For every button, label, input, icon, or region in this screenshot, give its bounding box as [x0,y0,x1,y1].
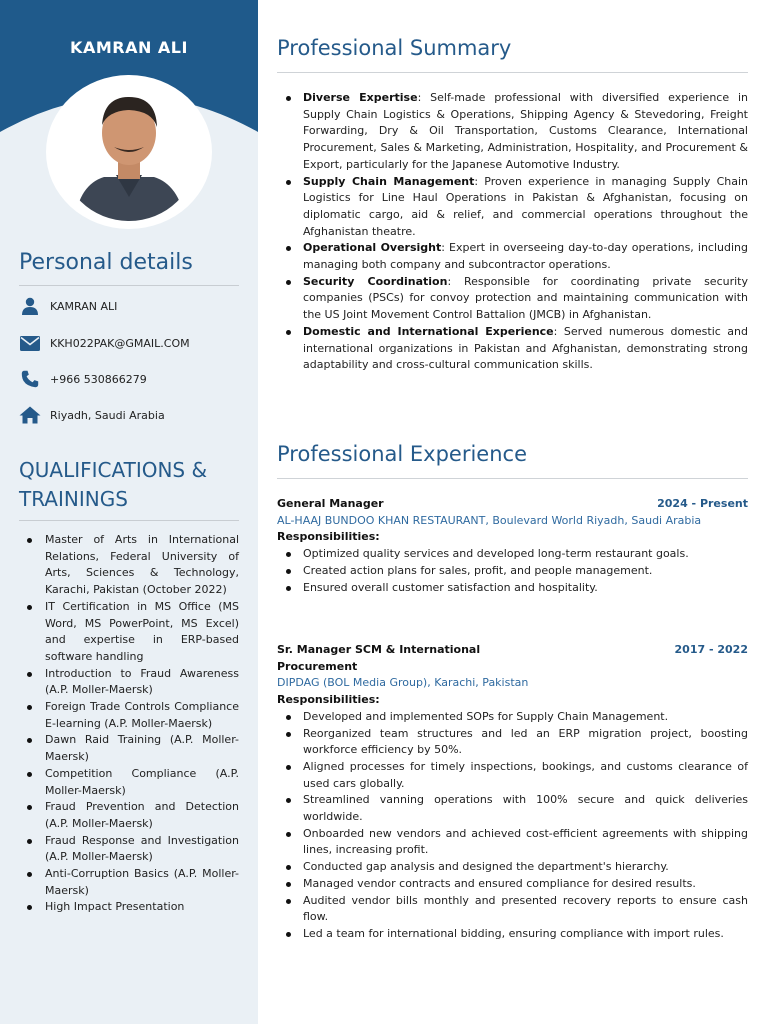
divider [277,72,748,73]
summary-heading: Professional Summary [277,36,512,60]
list-item: High Impact Presentation [25,899,239,916]
job-company: DIPDAG (BOL Media Group), Karachi, Pakistan [277,676,529,690]
responsibilities-list [283,546,748,596]
list-item: Streamlined vanning operations with 100% secure and quick deliveries worldwide. [283,792,748,825]
list-item: Led a team for international bidding, ensuring compliance with import rules. [283,926,748,943]
job-dates: 2017 - 2022 [674,643,748,656]
email-icon [19,333,41,353]
list-item: Onboarded new vendors and achieved cost-efficient agreements with shipping lines, increasing profit. [283,826,748,859]
personal-details-heading: Personal details [19,250,193,275]
list-item: IT Certification in MS Office (MS Word, MS PowerPoint, MS Excel) and expertise in ERP-based software handling [25,599,239,666]
sidebar [0,0,258,1024]
contact-name: KAMRAN ALI [19,296,249,316]
experience-heading: Professional Experience [277,442,527,466]
job-title: Sr. Manager SCM & International Procurement [277,643,481,673]
divider [277,478,748,479]
responsibilities-label: Responsibilities: [277,530,380,544]
list-item: Foreign Trade Controls Compliance E-learning (A.P. Moller-Maersk) [25,699,239,732]
list-item: Managed vendor contracts and ensured compliance for desired results. [283,876,748,893]
divider [19,520,239,521]
list-item: Introduction to Fraud Awareness (A.P. Moller-Maersk) [25,666,239,699]
summary-list [283,90,748,374]
list-item: Audited vendor bills monthly and presented recovery reports to ensure cash flow. [283,893,748,926]
job-entry-1 [277,496,748,596]
list-item: Master of Arts in International Relations, Federal University of Arts, Sciences & Technology, Karachi, Pakistan (October 2022) [25,532,239,599]
list-item: Fraud Response and Investigation (A.P. Moller-Maersk) [25,833,239,866]
qualifications-heading: QUALIFICATIONS & TRAININGS [19,458,208,511]
responsibilities-label: Responsibilities: [277,693,380,707]
job-dates: 2024 - Present [657,497,748,510]
list-item: Fraud Prevention and Detection (A.P. Moller-Maersk) [25,799,239,832]
user-icon [19,296,41,316]
list-item: Optimized quality services and developed long-term restaurant goals. [283,546,748,563]
contact-email[interactable]: KKH022PAK@GMAIL.COM [19,333,249,353]
contact-phone[interactable]: +966 530866279 [19,369,249,389]
job-company: AL-HAAJ BUNDOO KHAN RESTAURANT, Boulevard World Riyadh, Saudi Arabia [277,513,702,527]
list-item: Security Coordination: Responsible for coordinating private security companies (PSCs) for convoy protection and maintaining communication with the US Joint Movement Control Battalion (JMCB) in Afghanistan. [283,274,748,324]
contact-location: Riyadh, Saudi Arabia [19,405,249,425]
list-item: Operational Oversight: Expert in overseeing day-to-day operations, including managing both company and subcontractor operations. [283,240,748,273]
profile-name: KAMRAN ALI [70,38,188,57]
home-icon [19,405,41,425]
list-item: Domestic and International Experience: Served numerous domestic and international organizations in Pakistan and Afghanistan, demonstrating strong adaptability and cross-cultural communication skills. [283,324,748,374]
list-item: Developed and implemented SOPs for Supply Chain Management. [283,709,748,726]
responsibilities-list [283,709,748,943]
list-item: Diverse Expertise: Self-made professional with diversified experience in Supply Chain Logistics & Operations, Shipping Agency & Stevedoring, Freight Forwarding, Dry & Oil Transportation, Customs Clearance, International Procurement, Sales & Marketing, Administration, Hospitality, and Procurement & Export, particularly for the Japanese Automotive Industry. [283,90,748,174]
qualifications-list [25,532,239,916]
list-item: Ensured overall customer satisfaction and hospitality. [283,580,748,597]
list-item: Dawn Raid Training (A.P. Moller-Maersk) [25,732,239,765]
profile-photo [46,75,212,229]
list-item: Created action plans for sales, profit, and people management. [283,563,748,580]
list-item: Anti-Corruption Basics (A.P. Moller-Maersk) [25,866,239,899]
divider [19,285,239,286]
phone-icon [19,369,41,389]
job-title: General Manager [277,497,384,510]
list-item: Competition Compliance (A.P. Moller-Maersk) [25,766,239,799]
list-item: Reorganized team structures and led an ERP migration project, boosting workforce efficiency by 50%. [283,726,748,759]
list-item: Supply Chain Management: Proven experience in managing Supply Chain Logistics for Line Haul Operations in Pakistan & Afghanistan, focusing on diplomatic cargo, aid & relief, and commercial operations throughout the Afghanistan theatre. [283,174,748,241]
job-entry-2 [277,642,748,943]
list-item: Aligned processes for timely inspections, bookings, and customs clearance of used cars globally. [283,759,748,792]
list-item: Conducted gap analysis and designed the department's hierarchy. [283,859,748,876]
